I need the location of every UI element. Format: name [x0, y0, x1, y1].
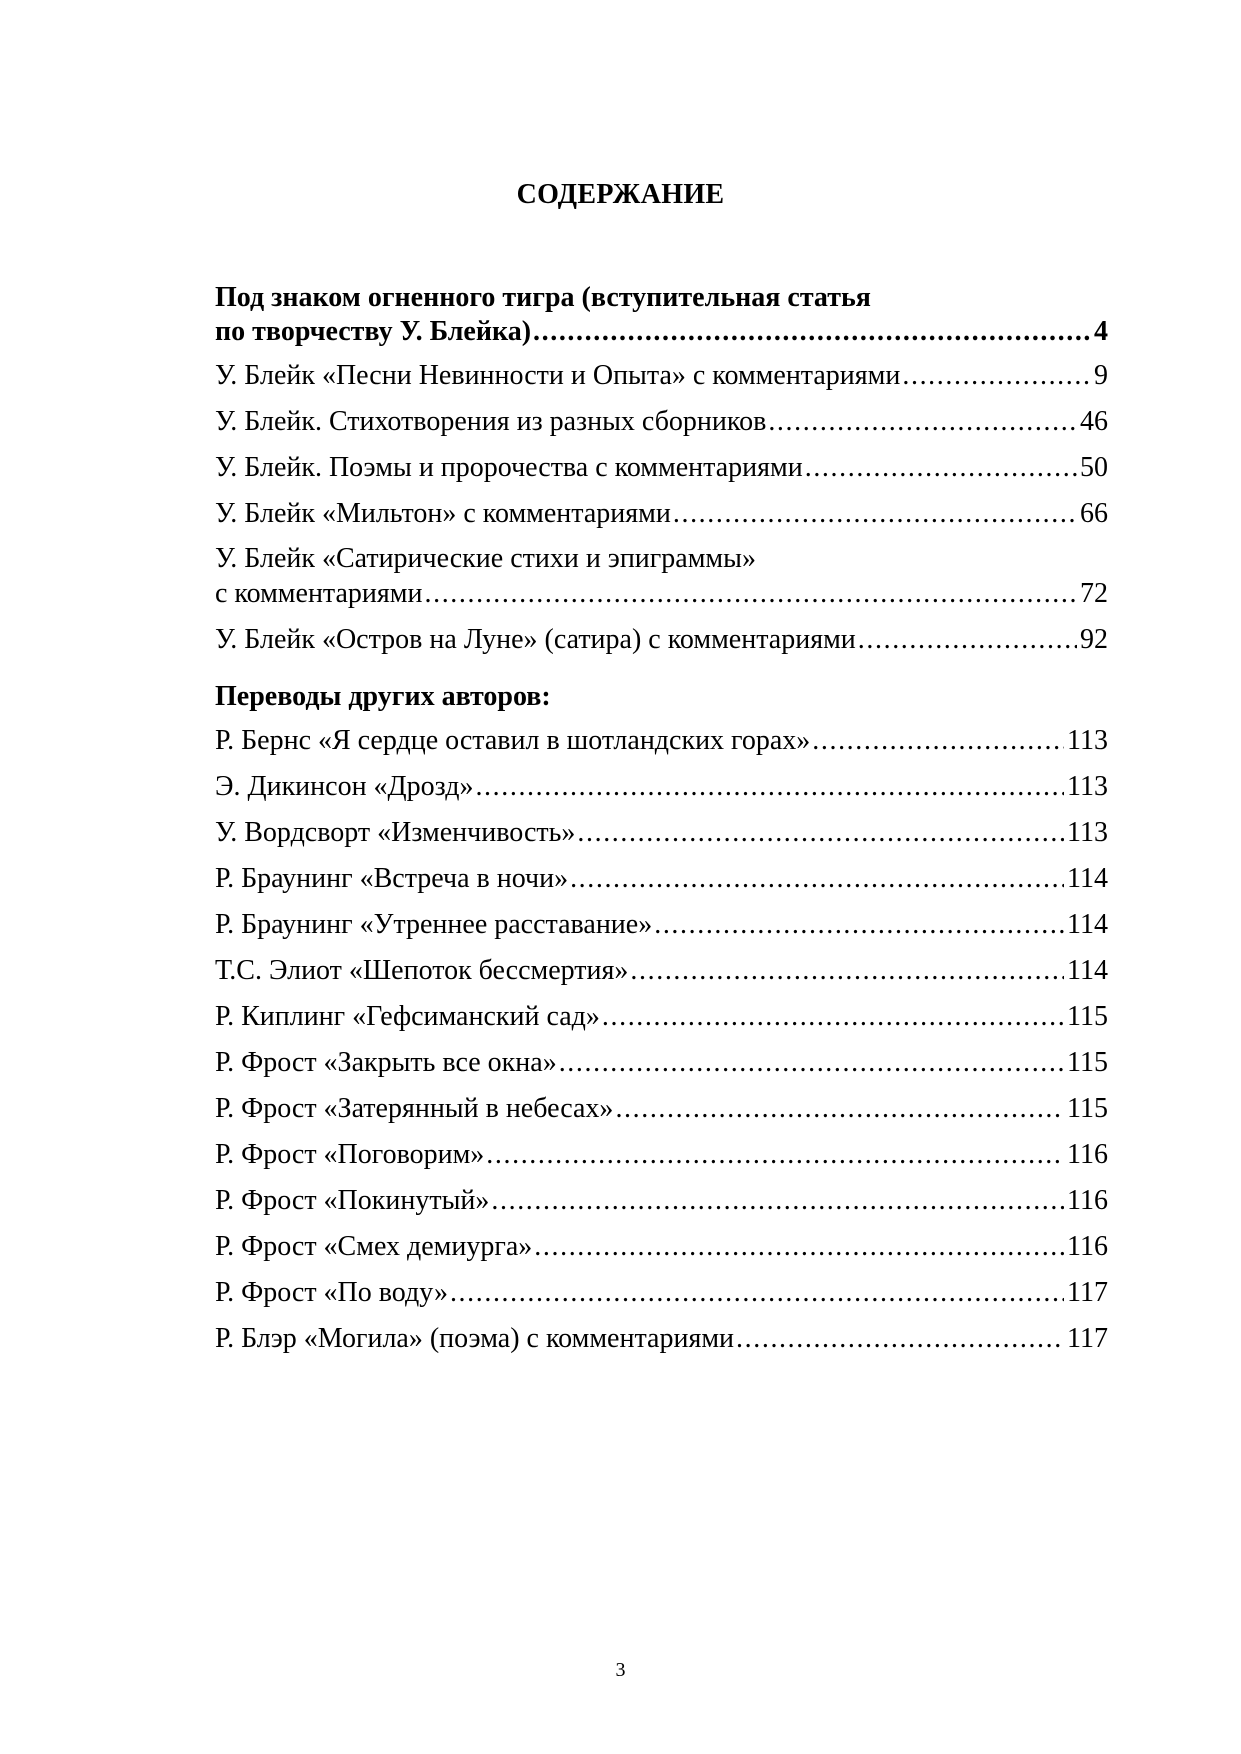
toc-entry[interactable]: [215, 405, 1108, 439]
toc-entry[interactable]: [215, 724, 1108, 758]
dot-leader: [425, 577, 1078, 611]
dot-leader: [615, 1092, 1064, 1126]
toc-entry-page: 115: [1067, 1047, 1108, 1078]
toc-entry-page: 114: [1067, 863, 1108, 894]
toc-entry-page: 113: [1067, 725, 1108, 756]
toc-entry-page: 114: [1067, 909, 1108, 940]
toc-entry[interactable]: [215, 1230, 1108, 1264]
toc-entry-title: Э. Дикинсон «Дрозд»: [215, 771, 474, 802]
toc-entry[interactable]: [215, 359, 1108, 393]
dot-leader: [534, 1230, 1064, 1264]
toc-entry-title: У. Блейк. Стихотворения из разных сборников: [215, 406, 767, 437]
dot-leader: [450, 1276, 1064, 1310]
dot-leader: [768, 405, 1077, 439]
toc-entry-title: Р. Браунинг «Утреннее расставание»: [215, 909, 653, 940]
toc-entry-title: Р. Блэр «Могила» (поэма) с комментариями: [215, 1323, 735, 1354]
toc-entry-page: 92: [1080, 624, 1108, 655]
dot-leader: [736, 1322, 1064, 1356]
toc-entry[interactable]: [215, 1276, 1108, 1310]
toc-entry[interactable]: [215, 497, 1108, 531]
toc-entry-page: 4: [1094, 316, 1108, 347]
toc-entry-intro[interactable]: [215, 315, 1108, 349]
toc-entry[interactable]: [215, 451, 1108, 485]
toc-entry-title: по творчеству У. Блейка): [215, 316, 532, 347]
dot-leader: [486, 1138, 1064, 1172]
section-heading-translations: Переводы других авторов:: [215, 681, 551, 712]
dot-leader: [858, 623, 1077, 657]
toc-entry[interactable]: [215, 1184, 1108, 1218]
toc-entry-title: У. Блейк «Мильтон» с комментариями: [215, 498, 671, 529]
toc-entry-page: 117: [1067, 1277, 1108, 1308]
dot-leader: [491, 1184, 1064, 1218]
toc-entry[interactable]: [215, 1092, 1108, 1126]
dot-leader: [812, 724, 1064, 758]
toc-entry-title: Р. Фрост «Затерянный в небесах»: [215, 1093, 614, 1124]
toc-entry[interactable]: [215, 816, 1108, 850]
dot-leader: [533, 315, 1091, 349]
toc-entry-page: 72: [1080, 578, 1108, 609]
toc-entry-title: Р. Фрост «Покинутый»: [215, 1185, 490, 1216]
toc-entry-page: 9: [1094, 360, 1108, 391]
dot-leader: [559, 1046, 1064, 1080]
toc-entry-page: 116: [1067, 1231, 1108, 1262]
toc-entry-page: 115: [1067, 1001, 1108, 1032]
dot-leader: [570, 862, 1064, 896]
toc-entry[interactable]: [215, 1000, 1108, 1034]
toc-entry-page: 115: [1067, 1093, 1108, 1124]
dot-leader: [673, 497, 1077, 531]
toc-entry-page: 66: [1080, 498, 1108, 529]
toc-intro-title-line1: Под знаком огненного тигра (вступительная статья: [215, 282, 871, 313]
toc-entry-title: Р. Фрост «Поговорим»: [215, 1139, 485, 1170]
toc-entry-title: У. Вордсворт «Изменчивость»: [215, 817, 576, 848]
toc-entry-page: 116: [1067, 1185, 1108, 1216]
toc-entry-title-line1: У. Блейк «Сатирические стихи и эпиграммы»: [215, 543, 756, 574]
toc-entry[interactable]: [215, 908, 1108, 942]
toc-entry-page: 114: [1067, 955, 1108, 986]
dot-leader: [630, 954, 1064, 988]
toc-entry-page: 116: [1067, 1139, 1108, 1170]
toc-entry[interactable]: [215, 1322, 1108, 1356]
toc-entry[interactable]: [215, 770, 1108, 804]
toc-entry[interactable]: [215, 862, 1108, 896]
toc-entry-page: 46: [1080, 406, 1108, 437]
toc-entry[interactable]: [215, 623, 1108, 657]
dot-leader: [902, 359, 1091, 393]
toc-entry-page: 113: [1067, 817, 1108, 848]
toc-entry-title: У. Блейк «Песни Невинности и Опыта» с комментариями: [215, 360, 901, 391]
toc-entry-title: Р. Фрост «По воду»: [215, 1277, 448, 1308]
toc-entry-page: 50: [1080, 452, 1108, 483]
toc-entry-title: Р. Бернс «Я сердце оставил в шотландских горах»: [215, 725, 811, 756]
dot-leader: [654, 908, 1064, 942]
toc-entry-title: Р. Браунинг «Встреча в ночи»: [215, 863, 569, 894]
dot-leader: [577, 816, 1064, 850]
toc-entry-page: 117: [1067, 1323, 1108, 1354]
toc-entry-title: Р. Фрост «Закрыть все окна»: [215, 1047, 557, 1078]
toc-entry-title: Р. Киплинг «Гефсиманский сад»: [215, 1001, 600, 1032]
toc-entry-title: с комментариями: [215, 578, 423, 609]
toc-entry[interactable]: [215, 1138, 1108, 1172]
toc-entry-title: У. Блейк. Поэмы и пророчества с комментариями: [215, 452, 803, 483]
toc-entry-title: Т.С. Элиот «Шепоток бессмертия»: [215, 955, 629, 986]
toc-entry[interactable]: [215, 954, 1108, 988]
toc-entry-page: 113: [1067, 771, 1108, 802]
dot-leader: [805, 451, 1077, 485]
dot-leader: [475, 770, 1064, 804]
page-title: СОДЕРЖАНИЕ: [516, 179, 725, 210]
toc-entry-title: Р. Фрост «Смех демиурга»: [215, 1231, 533, 1262]
dot-leader: [602, 1000, 1064, 1034]
toc-entry-title: У. Блейк «Остров на Луне» (сатира) с комментариями: [215, 624, 856, 655]
toc-entry[interactable]: [215, 1046, 1108, 1080]
toc-entry[interactable]: [215, 577, 1108, 611]
page-number: 3: [615, 1659, 626, 1681]
